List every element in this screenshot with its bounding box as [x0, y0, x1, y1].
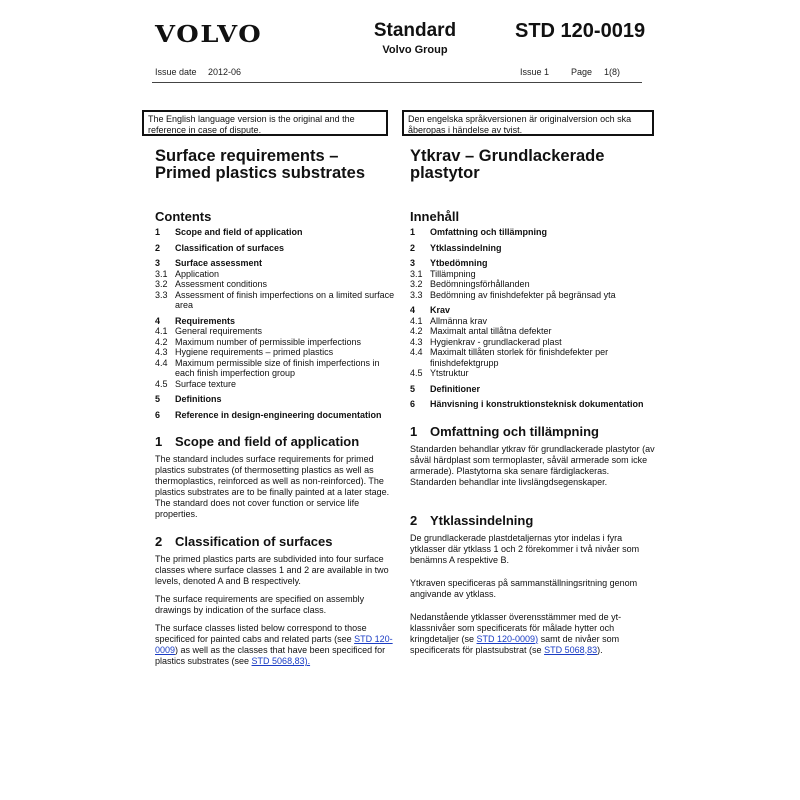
toc-entry-label: Maximum number of permissible imperfections [175, 336, 362, 347]
std-5068-83-link[interactable]: STD 5068,83). [251, 656, 311, 666]
toc-entry [410, 399, 655, 410]
toc-entry-label: Assessment of finish imperfections on a limited surface area [175, 289, 395, 310]
toc-entry [155, 269, 400, 280]
toc-entry [410, 368, 655, 379]
toc-entry [155, 243, 400, 254]
paragraph-text: The surface classes listed below correspond to those specificed for painted cabs and related parts (see [155, 623, 367, 644]
toc-entry-label: Omfattning och tillämpning [430, 227, 547, 237]
english-notice-box [142, 110, 388, 136]
section-2-heading [155, 534, 400, 549]
section-1-title: Scope and field of application [175, 434, 360, 449]
toc-entry-label: Assessment conditions [175, 279, 268, 289]
toc-entry-label: Bedömning av finishdefekter på begränsad yta [430, 289, 616, 300]
toc-entry-label: Requirements [175, 315, 236, 326]
toc-entry-label: Ytklassindelning [430, 242, 502, 253]
english-title [155, 148, 400, 182]
swedish-title-line-2: plastytor [410, 164, 480, 182]
page-label: Page [571, 67, 593, 77]
document-organization: Volvo Group [382, 44, 448, 56]
sv-section-1-heading [410, 424, 655, 439]
section-2-paragraph-3 [155, 623, 400, 667]
toc-entry-number: 5 [155, 394, 161, 404]
sv-section-2-number: 2 [410, 512, 418, 528]
toc-entry-label: Allmänna krav [430, 315, 488, 326]
toc-entry [155, 290, 400, 311]
document-type-title: Standard [373, 20, 457, 41]
toc-entry [155, 227, 400, 238]
toc-entry [410, 347, 655, 368]
toc-entry [410, 326, 655, 337]
sv-section-2-title: Ytklassindelning [430, 512, 534, 528]
paragraph-text: samt de nivåer som specificerats för plastsubstrat (se [410, 633, 620, 655]
toc-entry [410, 337, 655, 348]
issue-date-label: Issue date [155, 67, 197, 77]
toc-entry [155, 337, 400, 348]
toc-entry-label: Definitioner [430, 383, 481, 394]
innehall-heading: Innehåll [410, 209, 460, 224]
toc-entry-number: 4.5 [410, 368, 423, 378]
sv-section-2-paragraph-2: Ytkraven specificeras på sammanställningsritning genom angivande av ytklass. [410, 577, 638, 599]
sv-std-5068-83-link[interactable]: STD 5068,83 [544, 644, 598, 655]
toc-entry-number: 4.5 [155, 378, 168, 389]
toc-entry-label: Bedömningsförhållanden [430, 279, 530, 289]
toc-entry-number: 4.2 [155, 336, 168, 347]
paragraph-text: ). [597, 644, 603, 655]
english-notice-text: The English language version is the original and the reference in case of dispute. [148, 114, 355, 135]
swedish-title-line-1: Ytkrav – Grundlackerade [410, 147, 605, 165]
toc-entry [410, 305, 655, 316]
toc-entry-number: 4.2 [410, 326, 423, 336]
toc-entry-label: Surface assessment [175, 258, 263, 268]
table-of-contents [155, 227, 400, 420]
toc-entry-label: General requirements [175, 326, 263, 336]
swedish-title [410, 148, 655, 182]
paragraph-text: ) as well as the classes that have been specificed for plastics substrates (see [155, 645, 386, 666]
toc-entry-label: Surface texture [175, 378, 237, 389]
paragraph-text: Nedanstående ytklasser överensstämmer med de yt-klassnivåer som specificerats för målade hytter och kringdetaljer (se [410, 611, 622, 644]
toc-entry-label: Ytstruktur [430, 368, 469, 378]
toc-entry [410, 243, 655, 254]
toc-entry-label: Hygienkrav - grundlackerad plast [430, 336, 562, 347]
toc-entry-label: Tillämpning [430, 268, 476, 279]
toc-entry [410, 384, 655, 395]
contents-heading: Contents [155, 209, 212, 224]
toc-entry-label: Maximalt antal tillåtna defekter [430, 326, 552, 336]
toc-entry-number: 2 [410, 242, 416, 253]
toc-entry-number: 2 [155, 242, 161, 253]
toc-entry-number: 4 [410, 305, 416, 315]
toc-entry [155, 258, 400, 269]
toc-entry-label: Reference in design-engineering documentation [175, 409, 382, 420]
innehallsforteckning [410, 227, 655, 410]
toc-entry-number: 4.1 [155, 326, 168, 336]
toc-entry-number: 3.1 [410, 268, 423, 279]
toc-entry [155, 347, 400, 358]
toc-entry [155, 316, 400, 327]
toc-entry-number: 4.3 [410, 336, 423, 347]
sv-section-1-text: Standarden behandlar ytkrav för grundlackerade plastytor (av såväl härdplast som termoplaster, såväl armerade som icke armerade). Plastytorna ska senare färdiglackeras. Standarden behandlar inte livslängdsegenskaper. [410, 443, 655, 487]
toc-entry-number: 3.2 [410, 279, 423, 289]
section-1-text: The standard includes surface requirements for primed plastics substrates (of thermosetting plastics as well as thermoplastics, reinforced as well as non-reinforced). The plastics substrates are to be finally painted at a later stage. The standard does not cover function or service life properties. [155, 454, 390, 519]
toc-entry [410, 316, 655, 327]
toc-entry-number: 3.3 [155, 289, 168, 300]
swedish-notice-box [402, 110, 654, 136]
section-1-number: 1 [155, 434, 163, 449]
toc-entry [155, 279, 400, 290]
english-column [155, 148, 400, 667]
section-2-paragraph-2: The surface requirements are specified on assembly drawings by indication of the surface class. [155, 594, 365, 615]
toc-entry-number: 4.1 [410, 315, 423, 326]
toc-entry-number: 3.2 [155, 279, 168, 289]
toc-entry-label: Application [175, 268, 220, 279]
toc-entry [410, 258, 655, 269]
sv-section-1-number: 1 [410, 423, 418, 439]
toc-entry-label: Classification of surfaces [175, 242, 285, 253]
toc-entry-label: Maximalt tillåten storlek för finishdefekter per finishdefektgrupp [430, 347, 609, 368]
toc-entry [410, 279, 655, 290]
toc-entry-number: 4.3 [155, 347, 168, 357]
toc-entry-number: 5 [410, 383, 416, 394]
toc-entry-number: 6 [410, 399, 416, 409]
toc-entry [155, 410, 400, 421]
toc-entry [155, 379, 400, 390]
toc-entry-number: 1 [410, 227, 416, 237]
section-2-title: Classification of surfaces [175, 534, 333, 549]
toc-entry-number: 4 [155, 315, 161, 326]
toc-entry [410, 290, 655, 301]
toc-entry-label: Hygiene requirements – primed plastics [175, 347, 334, 357]
toc-entry-label: Scope and field of application [175, 227, 303, 237]
section-1-heading [155, 434, 400, 449]
toc-entry-number: 3 [155, 258, 161, 268]
english-title-line-1: Surface requirements – [155, 147, 339, 165]
page-number: 1(8) [604, 67, 621, 77]
toc-entry [410, 227, 655, 238]
swedish-notice-text: Den engelska språkversionen är originalversion och ska åberopas i händelse av tvist. [408, 114, 632, 135]
document-number: STD 120-0019 [515, 20, 646, 42]
issue-date-value: 2012-06 [208, 67, 242, 77]
sv-section-1-title: Omfattning och tillämpning [430, 423, 599, 439]
sv-std-120-0009-link[interactable]: STD 120-0009) [476, 633, 539, 644]
toc-entry-number: 1 [155, 227, 161, 237]
toc-entry-number: 6 [155, 409, 161, 420]
section-2-number: 2 [155, 534, 163, 549]
section-2-paragraph-1: The primed plastics parts are subdivided into four surface classes where surface classes 1 and 2 are available in two levels, denoted A and B respectively. [155, 554, 389, 586]
toc-entry-number: 4.4 [155, 357, 168, 368]
english-title-line-2: Primed plastics substrates [155, 164, 366, 182]
toc-entry-label: Ytbedömning [430, 258, 488, 268]
toc-entry-number: 4.4 [410, 347, 423, 357]
toc-entry [155, 326, 400, 337]
toc-entry-number: 3.3 [410, 289, 423, 300]
toc-entry-label: Maximum permissible size of finish imperfections in each finish imperfection group [175, 357, 380, 378]
issue-number: Issue 1 [520, 67, 550, 77]
std-120-0009-link[interactable]: STD 120-0009 [155, 634, 393, 655]
sv-section-2-paragraph-1: De grundlackerade plastdetaljernas ytor indelas i fyra ytklasser där ytklass 1 och 2 förekommer i två nivåer som benämns A respektive B. [410, 532, 640, 565]
header-divider [152, 82, 642, 83]
toc-entry [155, 394, 400, 405]
volvo-logo: VOLVO [155, 21, 263, 48]
toc-entry [155, 358, 400, 379]
sv-section-2-heading [410, 513, 655, 528]
toc-entry [410, 269, 655, 280]
sv-section-2-paragraph-3 [410, 612, 655, 656]
toc-entry-label: Hänvisning i konstruktionsteknisk dokumentation [430, 399, 644, 409]
toc-entry-number: 3.1 [155, 268, 168, 279]
swedish-column [410, 148, 655, 656]
toc-entry-label: Definitions [175, 394, 222, 404]
toc-entry-label: Krav [430, 305, 451, 315]
toc-entry-number: 3 [410, 258, 416, 268]
